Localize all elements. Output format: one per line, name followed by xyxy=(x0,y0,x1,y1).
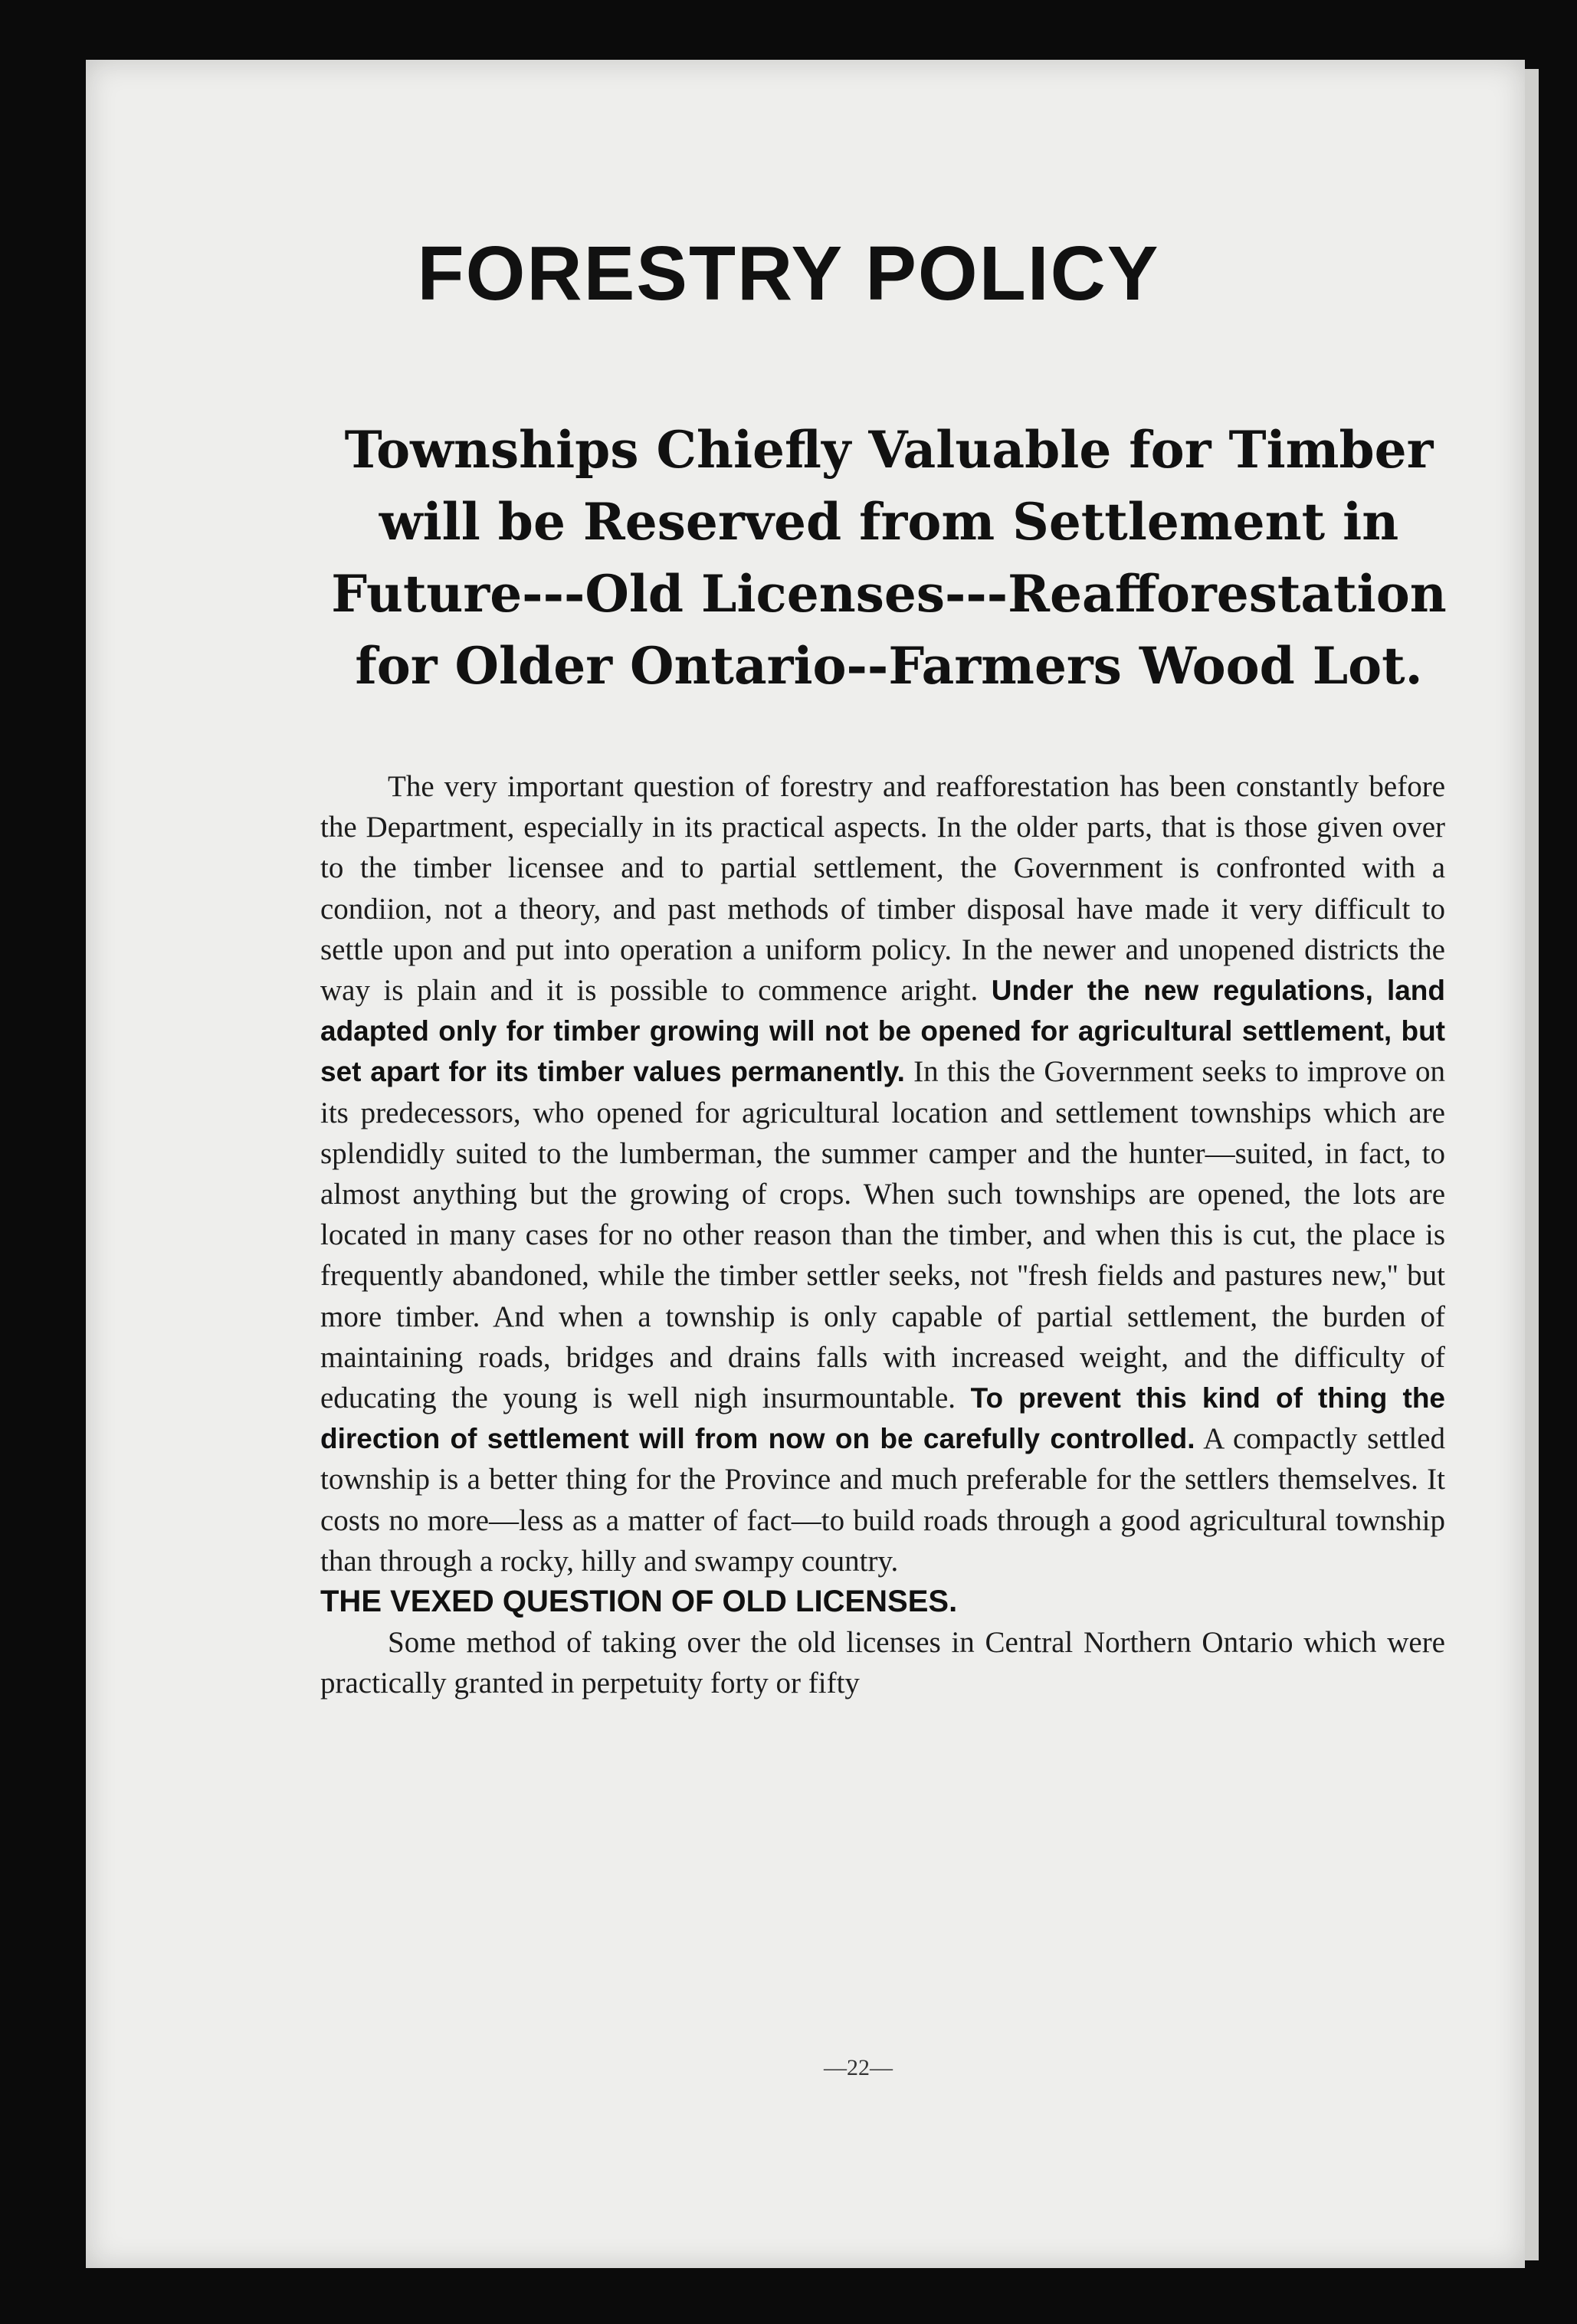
page-subtitle: Townships Chiefly Valuable for Timber will be Reserved from Settlement in Future---Old Licenses---Reafforestation for Older Ontario--Farmers Wood Lot. xyxy=(331,420,1447,696)
paragraph-licenses: Some method of taking over the old licenses in Central Northern Ontario which were practically granted in perpetuity forty or fifty xyxy=(320,1626,1445,1700)
page-number: —22— xyxy=(824,2055,893,2080)
bold-control-text: To prevent this kind of thing the direction of settlement will from now on be carefully controlled. xyxy=(320,1382,1445,1455)
bold-regulation-text: Under the new regulations, land adapted only for timber growing will not be opened for agricultural settlement, but set apart for its timber values permanently. xyxy=(320,975,1445,1088)
paragraph-middle: In this the Government seeks to improve on its predecessors, who opened for agricultural location and settlement townships which are splendidly suited to the lumberman, the summer camper and the hunter—suited, in fact, to almost anything but the growing of crops. When such townships are opened, the lots are located in many cases for no other reason than the timber, and when this is cut, the place is frequently abandoned, while the timber settler seeks, not ''fresh fields and pastures new,'' but more timber. And when a township is only capable of partial settlement, the burden of maintaining roads, bridges and drains falls with increased weight, and the difficulty of educating the young is well nigh insurmountable. xyxy=(320,1055,1446,1415)
page-edge xyxy=(1525,69,1539,2260)
page-title: FORESTRY POLICY xyxy=(417,231,1160,316)
paragraph-end: A compactly settled township is a better thing for the Province and much preferable for the settlers themselves. It costs no more—less as a matter of fact—to build roads through a good agricultural township than through a rocky, hilly and swampy country. xyxy=(320,1422,1445,1578)
section-heading: THE VEXED QUESTION OF OLD LICENSES. xyxy=(320,1585,958,1619)
paragraph-intro: The very important question of forestry and reafforestation has been constantly before the Department, especially in its practical aspects. In the older parts, that is those given over to the timber licensee and to partial settlement, the Government is confronted with a condiion, not a theory, and past methods of timber disposal have made it very difficult to settle upon and put into operation a uniform policy. In the newer and unopened districts the way is plain and it is possible to commence aright. xyxy=(320,770,1445,1008)
body-text xyxy=(320,766,1445,1704)
paragraph-forestry xyxy=(320,766,1445,1582)
